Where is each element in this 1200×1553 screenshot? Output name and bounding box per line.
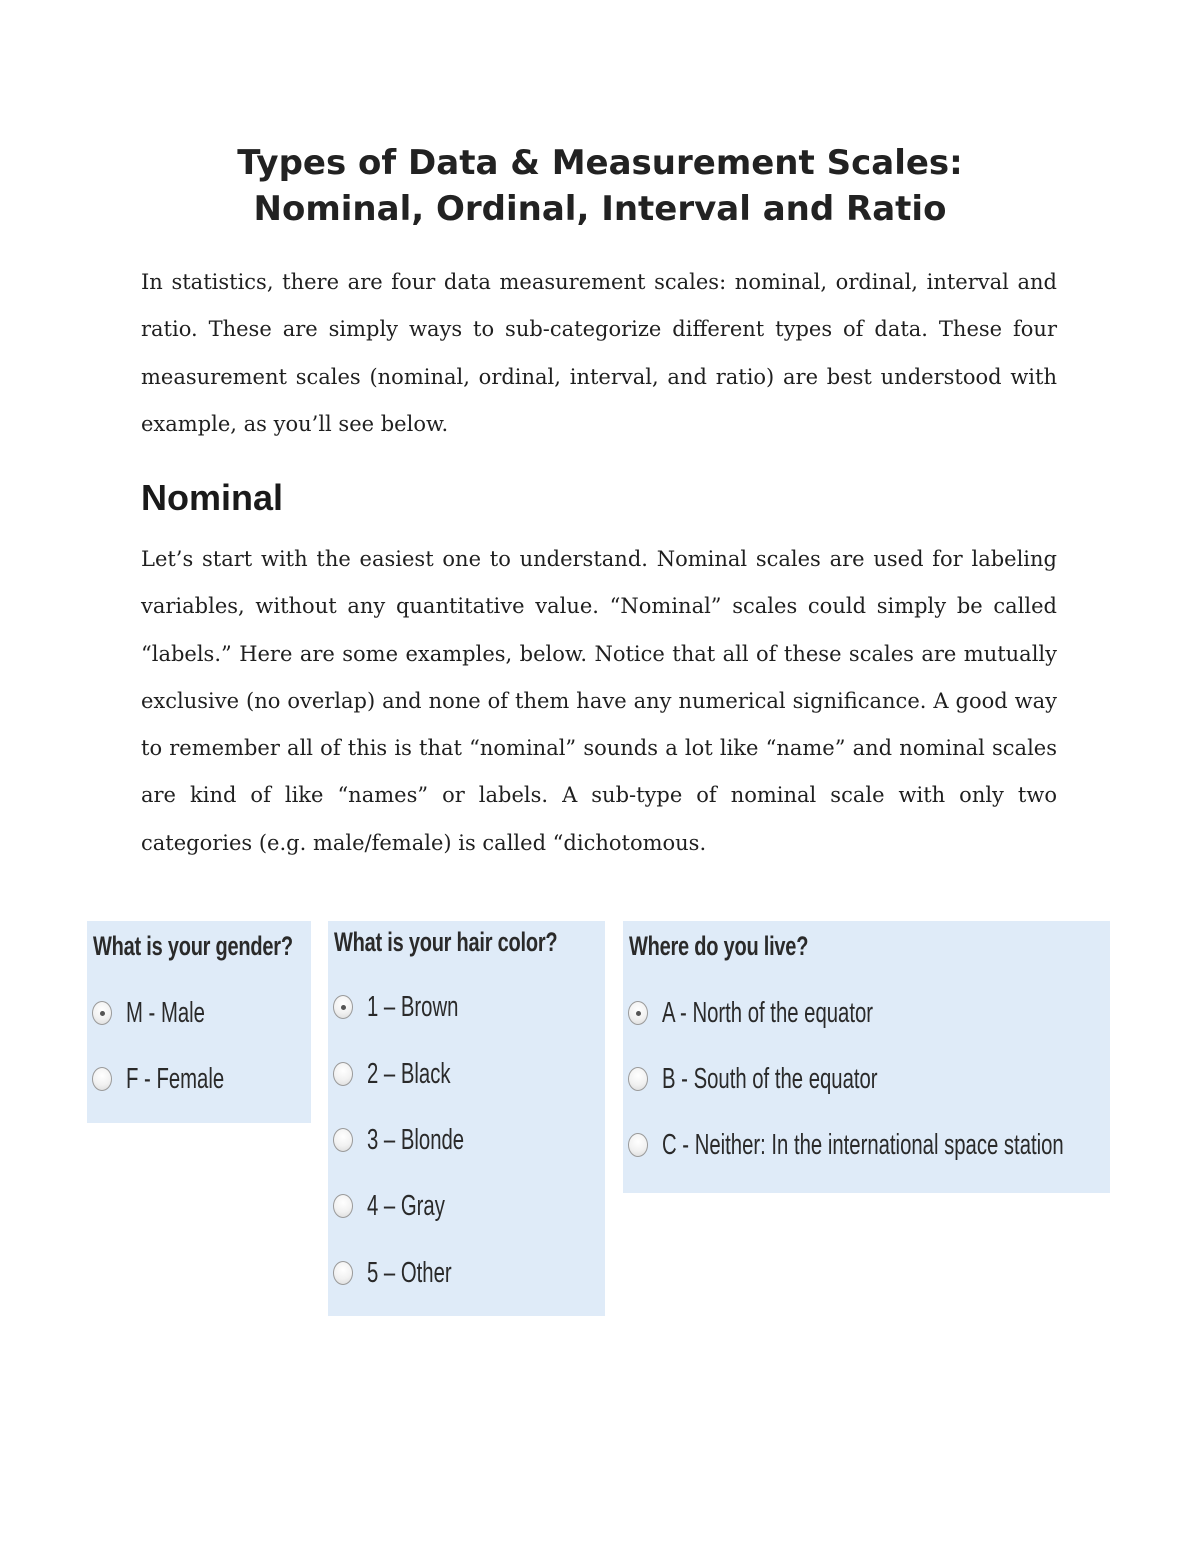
gender-question: What is your gender? [93,931,293,961]
option-label: B - South of the equator [662,1062,878,1095]
nominal-heading: Nominal [141,477,284,518]
gender-option-female[interactable] [92,1059,266,1099]
option-label: 5 – Other [367,1256,452,1289]
radio-selected-icon[interactable] [628,1001,648,1025]
title-line-1: Types of Data & Measurement Scales: [237,143,963,183]
option-label: A - North of the equator [662,996,874,1029]
radio-unselected-icon[interactable] [628,1133,648,1157]
location-option-neither[interactable] [628,1125,1200,1165]
title-line-2: Nominal, Ordinal, Interval and Ratio [253,189,947,229]
location-option-north[interactable] [628,993,963,1033]
option-label: M - Male [126,996,205,1029]
hair-option-black[interactable] [333,1054,486,1094]
option-label: C - Neither: In the international space station [662,1128,1064,1161]
option-label: 2 – Black [367,1057,451,1090]
radio-unselected-icon[interactable] [92,1067,112,1091]
option-label: 1 – Brown [367,990,459,1023]
location-survey [623,921,1110,1193]
gender-option-male[interactable] [92,993,239,1033]
radio-selected-icon[interactable] [92,1001,112,1025]
location-option-south[interactable] [628,1059,970,1099]
radio-unselected-icon[interactable] [333,1261,353,1285]
hair-option-gray[interactable] [333,1186,478,1226]
nominal-paragraph: Let’s start with the easiest one to understand. Nominal scales are used for labeling variables, without any quantitative value. “Nominal” scales could simply be called “labels.” Here are some examples, below. Notice that all of these scales are mutually exclusive (no overlap) and none of them have any numerical significance. A good way to remember all of this is that “nominal” sounds a lot like “name” and nominal scales are kind of like “names” or labels. A sub-type of nominal scale with only two categories (e.g. male/female) is called “dichotomous. [141,547,1057,855]
hair-option-other[interactable] [333,1253,488,1293]
option-label: F - Female [126,1062,225,1095]
radio-unselected-icon[interactable] [333,1194,353,1218]
gender-survey [87,921,311,1123]
radio-selected-icon[interactable] [333,995,353,1019]
radio-unselected-icon[interactable] [333,1062,353,1086]
hair-color-question: What is your hair color? [334,927,558,957]
hair-option-brown[interactable] [333,987,498,1027]
radio-unselected-icon[interactable] [333,1128,353,1152]
radio-unselected-icon[interactable] [628,1067,648,1091]
option-label: 3 – Blonde [367,1123,465,1156]
hair-option-blonde[interactable] [333,1120,506,1160]
document-title [0,140,1200,232]
option-label: 4 – Gray [367,1189,445,1222]
location-question: Where do you live? [629,931,809,961]
intro-paragraph: In statistics, there are four data measurement scales: nominal, ordinal, interval and ratio. These are simply ways to sub-categorize different types of data. These four measurement scales (nominal, ordinal, interval, and ratio) are best understood with example, as you’ll see below. [141,270,1057,436]
hair-color-survey [328,921,605,1316]
